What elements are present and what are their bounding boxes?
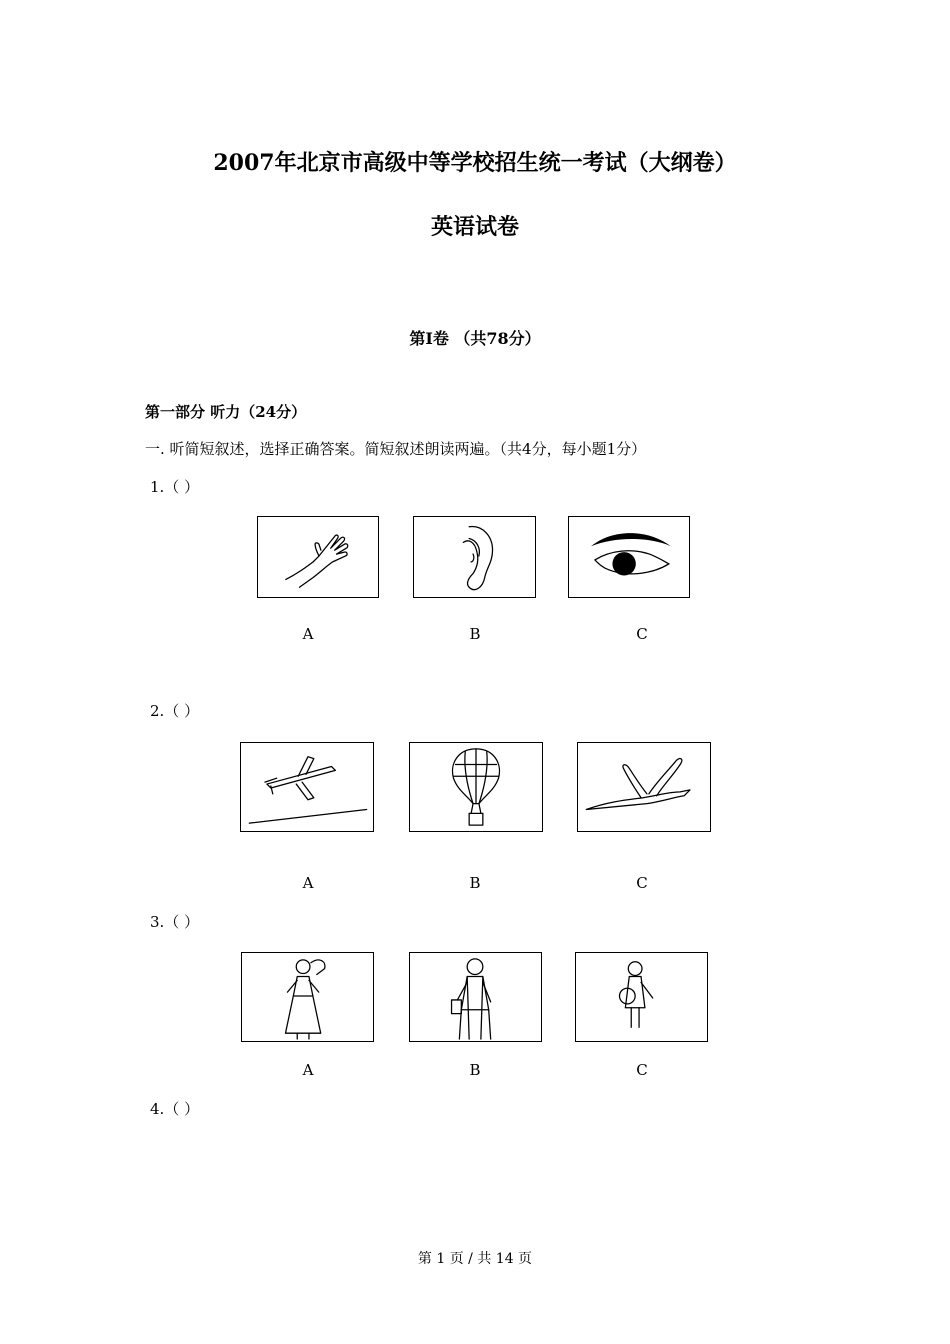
- exam-title: 2007年北京市高级中等学校招生统一考试（大纲卷）: [213, 150, 737, 176]
- question-3-number: 3.（ ）: [150, 913, 200, 931]
- q1-option-a-picture[interactable]: [257, 516, 379, 598]
- q1-label-b: B: [469, 625, 481, 643]
- q1-label-c: C: [636, 625, 648, 643]
- q2-label-b: B: [469, 874, 481, 892]
- girl-with-umbrella-icon: [242, 953, 373, 1041]
- q3-label-b: B: [469, 1061, 481, 1079]
- question-1-number: 1.（ ）: [150, 478, 200, 496]
- page-footer: 第 1 页 / 共 14 页: [417, 1251, 533, 1267]
- eye-icon: [569, 517, 689, 597]
- q2-option-b-picture[interactable]: [409, 742, 543, 832]
- woman-with-bag-icon: [410, 953, 541, 1041]
- section-instruction: 一. 听简短叙述，选择正确答案。简短叙述朗读两遍。（共4分，每小题1分）: [145, 440, 647, 458]
- q3-option-c-picture[interactable]: [575, 952, 708, 1042]
- hot-air-balloon-icon: [410, 743, 542, 831]
- q1-option-b-picture[interactable]: [413, 516, 536, 598]
- hand-icon: [258, 517, 378, 597]
- question-4-number: 4.（ ）: [150, 1100, 200, 1118]
- section-heading: 第一部分 听力（24分）: [145, 403, 307, 421]
- child-with-ball-icon: [576, 953, 707, 1041]
- q3-label-c: C: [636, 1061, 648, 1079]
- q3-option-b-picture[interactable]: [409, 952, 542, 1042]
- q2-option-c-picture[interactable]: [577, 742, 711, 832]
- crane-bird-icon: [578, 743, 710, 831]
- q2-label-c: C: [636, 874, 648, 892]
- q2-option-a-picture[interactable]: [240, 742, 374, 832]
- q3-label-a: A: [302, 1061, 314, 1079]
- q3-option-a-picture[interactable]: [241, 952, 374, 1042]
- ear-icon: [414, 517, 535, 597]
- subject-title: 英语试卷: [430, 214, 519, 240]
- q1-option-c-picture[interactable]: [568, 516, 690, 598]
- q2-label-a: A: [302, 874, 314, 892]
- volume-heading: 第I卷 （共78分）: [409, 329, 541, 348]
- question-2-number: 2.（ ）: [150, 702, 200, 720]
- airplane-icon: [241, 743, 373, 831]
- q1-label-a: A: [302, 625, 314, 643]
